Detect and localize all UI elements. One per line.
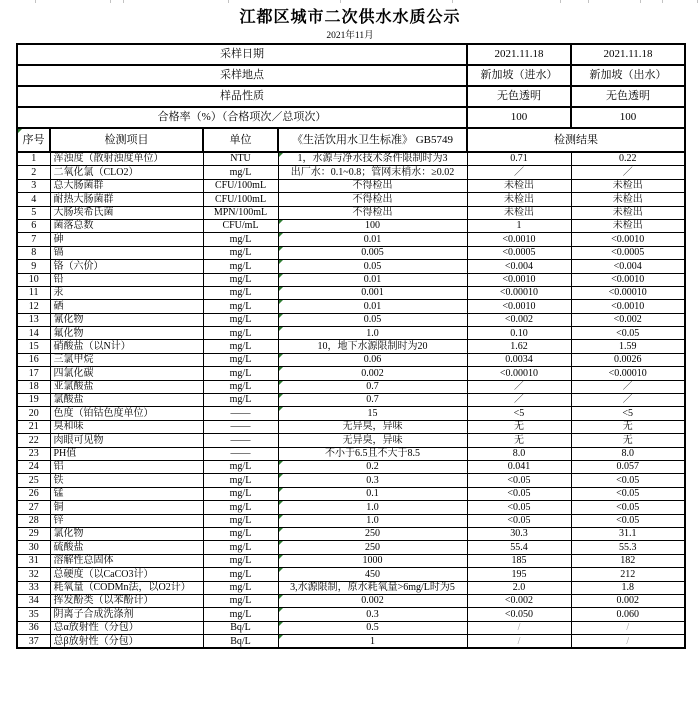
- gridline-tick: [228, 0, 229, 3]
- page-title: 江都区城市二次供水水质公示: [239, 9, 461, 26]
- result-outlet: <0.0010: [571, 273, 685, 286]
- result-outlet: <0.05: [571, 501, 685, 514]
- result-outlet: 182: [571, 554, 685, 567]
- data-row: [17, 447, 685, 460]
- row-unit: NTU: [203, 152, 278, 166]
- row-standard: 0.1: [278, 487, 467, 500]
- row-no: 26: [17, 487, 50, 500]
- data-row: [17, 474, 685, 487]
- row-unit: CFU/100mL: [203, 193, 278, 206]
- row-standard: 无异臭，异味: [278, 420, 467, 433]
- row-unit: mg/L: [203, 568, 278, 581]
- row-unit: mg/L: [203, 300, 278, 313]
- row-unit: CFU/100mL: [203, 179, 278, 192]
- row-no: 31: [17, 554, 50, 567]
- result-inlet: 2.0: [467, 581, 571, 594]
- row-standard: 3,水源限制，原水耗氧量>6mg/L时为5: [278, 581, 467, 594]
- row-item: 锰: [50, 487, 203, 500]
- data-row: [17, 193, 685, 206]
- row-no: 37: [17, 635, 50, 649]
- col-header-standard: 《生活饮用水卫生标准》 GB5749: [278, 128, 467, 152]
- row-item: 大肠埃希氏菌: [50, 206, 203, 219]
- result-outlet: <0.0010: [571, 233, 685, 246]
- row-no: 13: [17, 313, 50, 326]
- result-outlet: 212: [571, 568, 685, 581]
- info-value-inlet: 无色透明: [467, 86, 571, 107]
- result-outlet: 0.002: [571, 594, 685, 607]
- result-outlet: <0.00010: [571, 286, 685, 299]
- result-inlet: <0.05: [467, 474, 571, 487]
- gridline-tick: [560, 0, 561, 3]
- row-no: 28: [17, 514, 50, 527]
- row-item: 氯化物: [50, 527, 203, 540]
- result-inlet: 195: [467, 568, 571, 581]
- row-no: 30: [17, 541, 50, 554]
- row-no: 24: [17, 460, 50, 473]
- row-standard: 无异臭，异味: [278, 434, 467, 447]
- row-no: 21: [17, 420, 50, 433]
- row-item: 硒: [50, 300, 203, 313]
- row-no: 6: [17, 219, 50, 232]
- result-outlet: 0.0026: [571, 353, 685, 366]
- row-item: 总β放射性（分包）: [50, 635, 203, 649]
- row-no: 36: [17, 621, 50, 634]
- row-unit: mg/L: [203, 460, 278, 473]
- data-row: [17, 568, 685, 581]
- result-inlet: <0.002: [467, 594, 571, 607]
- row-item: 挥发酚类（以苯酚计）: [50, 594, 203, 607]
- result-inlet: 30.3: [467, 527, 571, 540]
- row-no: 33: [17, 581, 50, 594]
- row-standard: 0.01: [278, 300, 467, 313]
- data-row: [17, 206, 685, 219]
- row-no: 35: [17, 608, 50, 621]
- result-inlet: <0.0010: [467, 273, 571, 286]
- result-inlet: 8.0: [467, 447, 571, 460]
- row-no: 9: [17, 260, 50, 273]
- row-no: 12: [17, 300, 50, 313]
- result-outlet: 未检出: [571, 179, 685, 192]
- row-unit: mg/L: [203, 581, 278, 594]
- result-inlet: <0.05: [467, 501, 571, 514]
- result-inlet: 无: [467, 434, 571, 447]
- row-unit: MPN/100mL: [203, 206, 278, 219]
- gridline-tick: [110, 0, 111, 3]
- row-unit: mg/L: [203, 367, 278, 380]
- result-outlet: 未检出: [571, 193, 685, 206]
- result-inlet: <0.00010: [467, 367, 571, 380]
- row-unit: mg/L: [203, 260, 278, 273]
- row-no: 5: [17, 206, 50, 219]
- row-unit: mg/L: [203, 380, 278, 393]
- row-unit: mg/L: [203, 246, 278, 259]
- row-item: 汞: [50, 286, 203, 299]
- result-inlet: ／: [467, 394, 571, 407]
- result-outlet: 0.060: [571, 608, 685, 621]
- row-unit: mg/L: [203, 541, 278, 554]
- data-row: [17, 233, 685, 246]
- row-unit: mg/L: [203, 554, 278, 567]
- row-unit: CFU/mL: [203, 219, 278, 232]
- result-inlet: <0.050: [467, 608, 571, 621]
- result-inlet: ／: [467, 380, 571, 393]
- row-item: 砷: [50, 233, 203, 246]
- row-standard: 1，水源与净水技术条件限制时为3: [278, 152, 467, 166]
- row-item: 亚氯酸盐: [50, 380, 203, 393]
- result-inlet: 1: [467, 219, 571, 232]
- gridline-tick: [588, 0, 589, 3]
- gridline-tick: [123, 0, 124, 3]
- info-row: [17, 44, 685, 65]
- data-row: [17, 594, 685, 607]
- result-inlet: 185: [467, 554, 571, 567]
- data-row: [17, 152, 685, 166]
- row-unit: ——: [203, 447, 278, 460]
- col-header-unit: 单位: [203, 128, 278, 152]
- data-row: [17, 300, 685, 313]
- row-item: 色度（铂钴色度单位）: [50, 407, 203, 420]
- col-header-item: 检测项目: [50, 128, 203, 152]
- row-standard: 不得检出: [278, 193, 467, 206]
- row-unit: Bq/L: [203, 621, 278, 634]
- row-item: PH值: [50, 447, 203, 460]
- result-outlet: ／: [571, 166, 685, 179]
- result-outlet: 31.1: [571, 527, 685, 540]
- result-outlet: 0.057: [571, 460, 685, 473]
- row-item: 铁: [50, 474, 203, 487]
- row-item: 肉眼可见物: [50, 434, 203, 447]
- row-item: 氰化物: [50, 313, 203, 326]
- result-inlet: <0.004: [467, 260, 571, 273]
- row-standard: 0.05: [278, 260, 467, 273]
- data-row: [17, 608, 685, 621]
- row-standard: 0.01: [278, 273, 467, 286]
- row-no: 8: [17, 246, 50, 259]
- result-inlet: <5: [467, 407, 571, 420]
- row-standard: 0.002: [278, 594, 467, 607]
- row-unit: mg/L: [203, 273, 278, 286]
- data-row: [17, 179, 685, 192]
- col-header-no: 序号: [17, 128, 50, 152]
- row-no: 25: [17, 474, 50, 487]
- row-standard: 10，地下水源限制时为20: [278, 340, 467, 353]
- row-standard: 出厂水：0.1~0.8；管网末梢水：≥0.02: [278, 166, 467, 179]
- data-row: [17, 246, 685, 259]
- row-standard: 不得检出: [278, 179, 467, 192]
- data-row: [17, 501, 685, 514]
- row-standard: 1000: [278, 554, 467, 567]
- gridline-tick: [662, 0, 663, 3]
- data-row: [17, 635, 685, 649]
- row-standard: 0.2: [278, 460, 467, 473]
- data-row: [17, 527, 685, 540]
- data-row: [17, 380, 685, 393]
- data-row: [17, 434, 685, 447]
- row-no: 17: [17, 367, 50, 380]
- data-row: [17, 407, 685, 420]
- row-standard: 450: [278, 568, 467, 581]
- info-row: [17, 107, 685, 128]
- gridline-tick: [35, 0, 36, 3]
- result-outlet: 8.0: [571, 447, 685, 460]
- result-inlet: ／: [467, 166, 571, 179]
- result-outlet: /: [571, 635, 685, 649]
- row-item: 镉: [50, 246, 203, 259]
- info-row: [17, 65, 685, 86]
- row-unit: mg/L: [203, 487, 278, 500]
- row-item: 溶解性总固体: [50, 554, 203, 567]
- row-unit: mg/L: [203, 608, 278, 621]
- row-standard: 0.06: [278, 353, 467, 366]
- result-inlet: <0.0010: [467, 233, 571, 246]
- row-item: 铜: [50, 501, 203, 514]
- row-no: 23: [17, 447, 50, 460]
- row-item: 铝: [50, 460, 203, 473]
- row-item: 四氯化碳: [50, 367, 203, 380]
- row-no: 34: [17, 594, 50, 607]
- info-label: 采样日期: [17, 44, 467, 65]
- row-standard: 不小于6.5且不大于8.5: [278, 447, 467, 460]
- info-value-outlet: 2021.11.18: [571, 44, 685, 65]
- row-standard: 100: [278, 219, 467, 232]
- row-unit: mg/L: [203, 233, 278, 246]
- info-label: 样品性质: [17, 86, 467, 107]
- result-inlet: 未检出: [467, 206, 571, 219]
- data-row: [17, 327, 685, 340]
- row-no: 1: [17, 152, 50, 166]
- data-row: [17, 367, 685, 380]
- row-no: 10: [17, 273, 50, 286]
- row-standard: 15: [278, 407, 467, 420]
- row-standard: 0.7: [278, 394, 467, 407]
- result-outlet: 未检出: [571, 206, 685, 219]
- row-item: 浑浊度（散射浊度单位）: [50, 152, 203, 166]
- info-value-outlet: 100: [571, 107, 685, 128]
- row-item: 硝酸盐（以N计）: [50, 340, 203, 353]
- result-inlet: <0.002: [467, 313, 571, 326]
- row-standard: 0.01: [278, 233, 467, 246]
- row-item: 耐热大肠菌群: [50, 193, 203, 206]
- data-row: [17, 487, 685, 500]
- data-row: [17, 219, 685, 232]
- result-inlet: 0.10: [467, 327, 571, 340]
- row-item: 铬（六价）: [50, 260, 203, 273]
- row-unit: ——: [203, 407, 278, 420]
- info-label: 合格率（%）（合格项次／总项次）: [17, 107, 467, 128]
- data-row: [17, 514, 685, 527]
- row-standard: 不得检出: [278, 206, 467, 219]
- result-outlet: ／: [571, 394, 685, 407]
- row-item: 铅: [50, 273, 203, 286]
- gridline-tick: [640, 0, 641, 3]
- result-inlet: /: [467, 635, 571, 649]
- result-inlet: 未检出: [467, 193, 571, 206]
- gridline-tick: [340, 0, 341, 3]
- row-item: 氯酸盐: [50, 394, 203, 407]
- info-value-inlet: 2021.11.18: [467, 44, 571, 65]
- info-label: 采样地点: [17, 65, 467, 86]
- result-outlet: 1.8: [571, 581, 685, 594]
- row-no: 11: [17, 286, 50, 299]
- result-outlet: <0.05: [571, 514, 685, 527]
- table-body: [17, 44, 685, 648]
- row-standard: 1.0: [278, 501, 467, 514]
- row-standard: 0.001: [278, 286, 467, 299]
- row-no: 4: [17, 193, 50, 206]
- result-inlet: <0.05: [467, 514, 571, 527]
- data-row: [17, 273, 685, 286]
- row-item: 菌落总数: [50, 219, 203, 232]
- row-item: 锌: [50, 514, 203, 527]
- result-inlet: 55.4: [467, 541, 571, 554]
- row-item: 总大肠菌群: [50, 179, 203, 192]
- data-row: [17, 581, 685, 594]
- row-standard: 250: [278, 541, 467, 554]
- row-item: 阴离子合成洗涤剂: [50, 608, 203, 621]
- row-no: 18: [17, 380, 50, 393]
- row-item: 臭和味: [50, 420, 203, 433]
- result-outlet: <0.05: [571, 474, 685, 487]
- result-inlet: 1.62: [467, 340, 571, 353]
- result-inlet: 无: [467, 420, 571, 433]
- row-item: 二氧化氯（CLO2）: [50, 166, 203, 179]
- row-item: 总α放射性（分包）: [50, 621, 203, 634]
- row-standard: 0.3: [278, 608, 467, 621]
- data-row: [17, 166, 685, 179]
- row-unit: mg/L: [203, 313, 278, 326]
- result-inlet: 0.041: [467, 460, 571, 473]
- row-no: 16: [17, 353, 50, 366]
- data-row: [17, 340, 685, 353]
- row-standard: 0.005: [278, 246, 467, 259]
- gridline-tick: [452, 0, 453, 3]
- header-row: [17, 128, 685, 152]
- result-outlet: <0.002: [571, 313, 685, 326]
- row-unit: mg/L: [203, 166, 278, 179]
- row-unit: mg/L: [203, 394, 278, 407]
- result-outlet: <5: [571, 407, 685, 420]
- result-inlet: <0.0010: [467, 300, 571, 313]
- result-outlet: <0.00010: [571, 367, 685, 380]
- data-row: [17, 621, 685, 634]
- row-unit: mg/L: [203, 514, 278, 527]
- row-unit: Bq/L: [203, 635, 278, 649]
- result-inlet: <0.0005: [467, 246, 571, 259]
- info-value-outlet: 无色透明: [571, 86, 685, 107]
- gridline-tick: [697, 0, 698, 3]
- row-no: 15: [17, 340, 50, 353]
- col-header-result: 检测结果: [467, 128, 685, 152]
- row-no: 27: [17, 501, 50, 514]
- row-unit: ——: [203, 420, 278, 433]
- row-unit: mg/L: [203, 327, 278, 340]
- result-outlet: <0.004: [571, 260, 685, 273]
- row-unit: mg/L: [203, 474, 278, 487]
- row-unit: mg/L: [203, 527, 278, 540]
- info-value-outlet: 新加坡（出水）: [571, 65, 685, 86]
- result-inlet: <0.05: [467, 487, 571, 500]
- row-unit: mg/L: [203, 340, 278, 353]
- row-item: 氟化物: [50, 327, 203, 340]
- result-outlet: /: [571, 621, 685, 634]
- row-standard: 0.05: [278, 313, 467, 326]
- result-outlet: 0.22: [571, 152, 685, 166]
- result-inlet: <0.00010: [467, 286, 571, 299]
- result-inlet: 未检出: [467, 179, 571, 192]
- row-standard: 0.3: [278, 474, 467, 487]
- result-outlet: <0.05: [571, 327, 685, 340]
- row-standard: 0.7: [278, 380, 467, 393]
- data-row: [17, 554, 685, 567]
- result-outlet: 无: [571, 420, 685, 433]
- row-item: 总硬度（以CaCO3计）: [50, 568, 203, 581]
- row-standard: 1.0: [278, 327, 467, 340]
- row-no: 32: [17, 568, 50, 581]
- row-no: 3: [17, 179, 50, 192]
- result-outlet: 无: [571, 434, 685, 447]
- water-quality-table: [16, 43, 686, 649]
- row-unit: mg/L: [203, 501, 278, 514]
- row-item: 耗氧量（CODMn法，以O2计）: [50, 581, 203, 594]
- result-outlet: ／: [571, 380, 685, 393]
- row-item: 三氯甲烷: [50, 353, 203, 366]
- row-no: 20: [17, 407, 50, 420]
- result-outlet: 1.59: [571, 340, 685, 353]
- data-row: [17, 260, 685, 273]
- result-outlet: 55.3: [571, 541, 685, 554]
- report-month: 2021年11月: [326, 31, 374, 41]
- data-row: [17, 313, 685, 326]
- row-standard: 1: [278, 635, 467, 649]
- data-row: [17, 460, 685, 473]
- result-outlet: 未检出: [571, 219, 685, 232]
- row-no: 29: [17, 527, 50, 540]
- data-row: [17, 353, 685, 366]
- info-row: [17, 86, 685, 107]
- row-standard: 0.5: [278, 621, 467, 634]
- data-row: [17, 286, 685, 299]
- data-row: [17, 541, 685, 554]
- result-outlet: <0.0010: [571, 300, 685, 313]
- row-unit: mg/L: [203, 594, 278, 607]
- row-item: 硫酸盐: [50, 541, 203, 554]
- spreadsheet-edge-artifact: [0, 0, 700, 3]
- info-value-inlet: 新加坡（进水）: [467, 65, 571, 86]
- info-value-inlet: 100: [467, 107, 571, 128]
- result-inlet: 0.0034: [467, 353, 571, 366]
- row-no: 22: [17, 434, 50, 447]
- row-unit: mg/L: [203, 353, 278, 366]
- row-standard: 250: [278, 527, 467, 540]
- row-no: 2: [17, 166, 50, 179]
- row-unit: mg/L: [203, 286, 278, 299]
- row-unit: ——: [203, 434, 278, 447]
- row-standard: 1.0: [278, 514, 467, 527]
- result-inlet: /: [467, 621, 571, 634]
- row-no: 7: [17, 233, 50, 246]
- row-no: 14: [17, 327, 50, 340]
- data-row: [17, 420, 685, 433]
- row-standard: 0.002: [278, 367, 467, 380]
- row-no: 19: [17, 394, 50, 407]
- result-outlet: <0.05: [571, 487, 685, 500]
- result-outlet: <0.0005: [571, 246, 685, 259]
- result-inlet: 0.71: [467, 152, 571, 166]
- data-row: [17, 394, 685, 407]
